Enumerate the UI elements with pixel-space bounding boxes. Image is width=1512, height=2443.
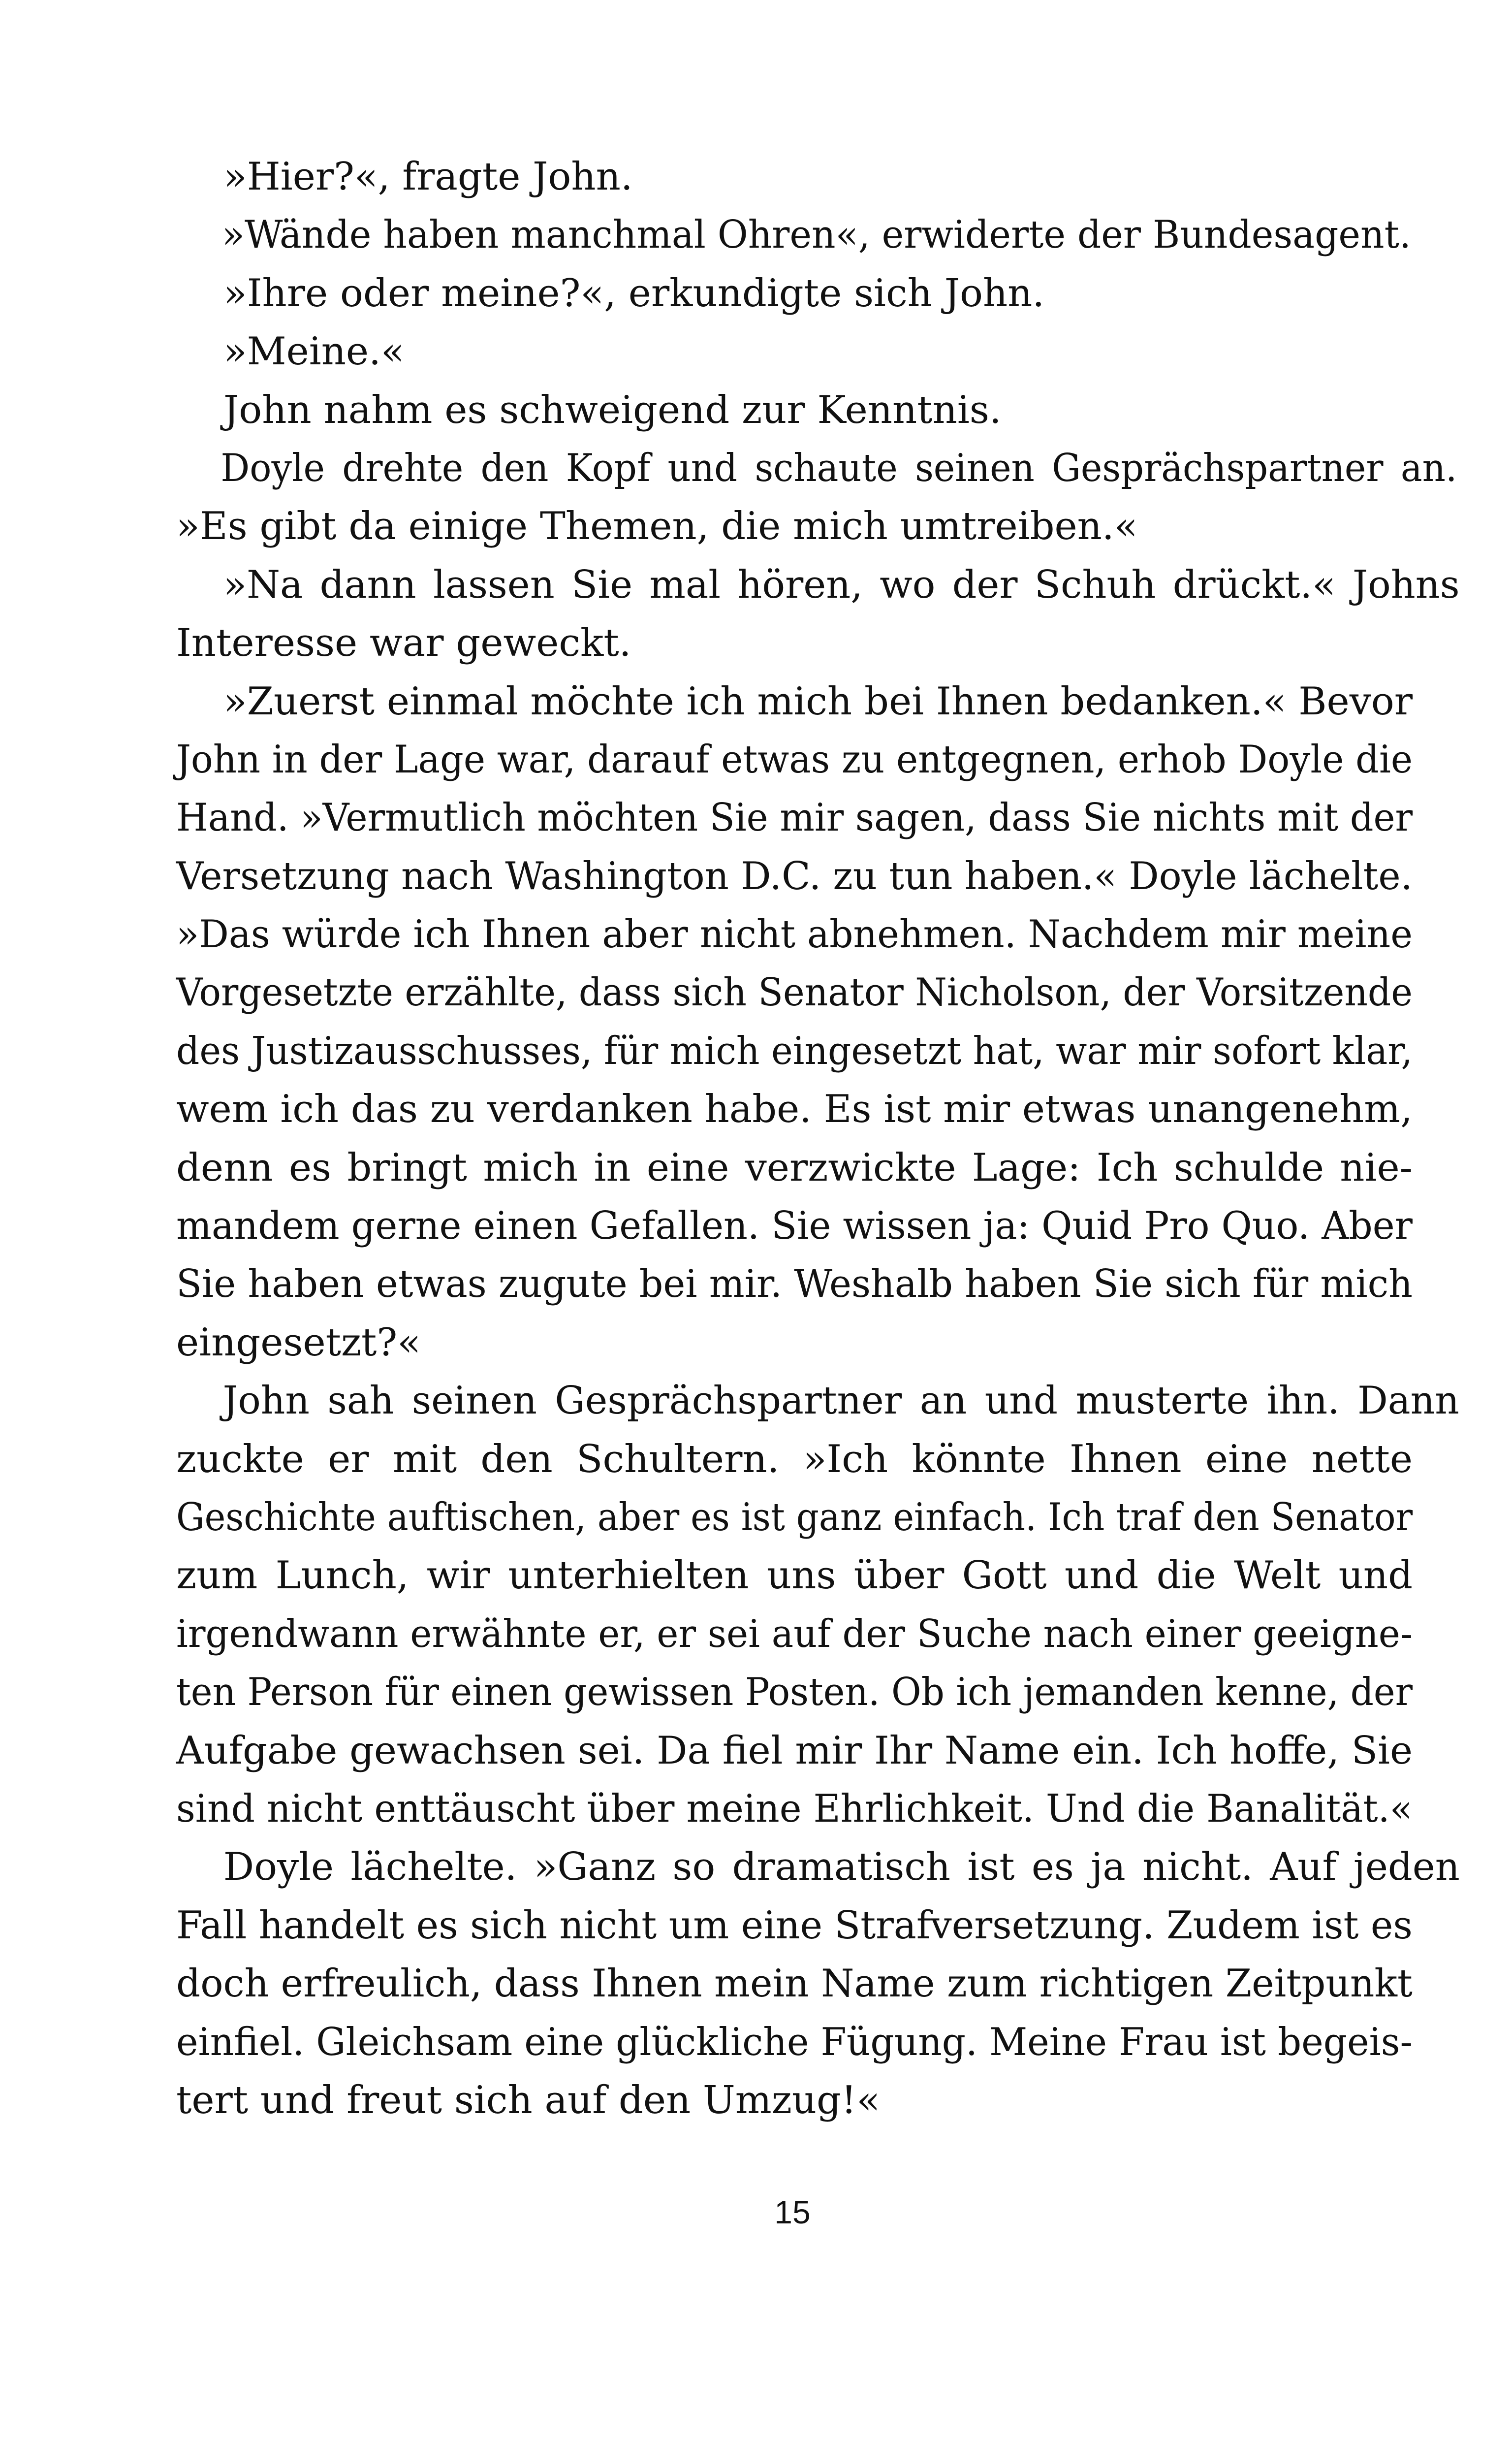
text-line: »Zuerst einmal möchte ich mich bei Ihnen bedanken.« Bevor — [223, 679, 1413, 724]
text-line: »Das würde ich Ihnen aber nicht abnehmen. Nachdem mir meine — [176, 912, 1413, 957]
text-line: ten Person für einen gewissen Posten. Ob ich jemanden kenne, der — [176, 1670, 1413, 1715]
paragraph — [176, 381, 1413, 439]
paragraph — [176, 322, 1413, 381]
text-line: Sie haben etwas zugute bei mir. Weshalb haben Sie sich für mich — [176, 1262, 1413, 1307]
text-line: Aufgabe gewachsen sei. Da fiel mir Ihr Name ein. Ich hoffe, Sie — [176, 1728, 1413, 1773]
text-line: eingesetzt?« — [176, 1320, 421, 1365]
text-line: Doyle drehte den Kopf und schaute seinen Gesprächspartner an. — [220, 446, 1457, 490]
text-line: tert und freut sich auf den Umzug!« — [176, 2078, 881, 2122]
text-line: Hand. »Vermutlich möchten Sie mir sagen, dass Sie nichts mit der — [176, 796, 1413, 840]
page-number: 15 — [774, 2194, 811, 2230]
text-line: Doyle lächelte. »Ganz so dramatisch ist es ja nicht. Auf jeden — [223, 1845, 1460, 1890]
text-line: »Na dann lassen Sie mal hören, wo der Schuh drückt.« Johns — [223, 562, 1460, 607]
text-line: »Wände haben manchmal Ohren«, erwiderte der Bundesagent. — [221, 213, 1411, 257]
paragraph — [176, 1838, 1460, 2129]
paragraph — [176, 206, 1413, 264]
text-line: sind nicht enttäuscht über meine Ehrlichkeit. Und die Banalität.« — [176, 1786, 1413, 1831]
text-line: mandem gerne einen Gefallen. Sie wissen ja: Quid Pro Quo. Aber — [176, 1204, 1413, 1249]
text-line: des Justizausschusses, für mich eingesetzt hat, war mir sofort klar, — [176, 1029, 1413, 1073]
text-line: denn es bringt mich in eine verzwickte Lage: Ich schulde nie- — [176, 1145, 1413, 1190]
text-line: »Ihre oder meine?«, erkundigte sich John. — [223, 271, 1045, 316]
text-line: John sah seinen Gesprächspartner an und musterte ihn. Dann — [222, 1379, 1459, 1423]
paragraph — [176, 673, 1413, 1372]
text-line: zuckte er mit den Schultern. »Ich könnte Ihnen eine nette — [176, 1437, 1413, 1481]
paragraph — [176, 556, 1460, 673]
text-line: Fall handelt es sich nicht um eine Strafversetzung. Zudem ist es — [176, 1903, 1413, 1948]
paragraph — [176, 264, 1413, 322]
text-line: »Hier?«, fragte John. — [223, 155, 633, 199]
text-line: Vorgesetzte erzählte, dass sich Senator Nicholson, der Vorsitzende — [176, 970, 1413, 1015]
text-line: zum Lunch, wir unterhielten uns über Gott und die Welt und — [176, 1553, 1413, 1598]
text-line: John nahm es schweigend zur Kenntnis. — [223, 387, 1002, 432]
text-line: irgendwann erwähnte er, er sei auf der Suche nach einer geeigne- — [176, 1611, 1413, 1656]
text-line: Geschichte auftischen, aber es ist ganz einfach. Ich traf den Senator — [176, 1495, 1413, 1540]
paragraph — [176, 148, 1413, 206]
paragraph — [176, 439, 1457, 556]
text-line: Versetzung nach Washington D.C. zu tun haben.« Doyle lächelte. — [176, 854, 1413, 899]
text-line: wem ich das zu verdanken habe. Es ist mir etwas unangenehm, — [176, 1087, 1413, 1132]
text-line: doch erfreulich, dass Ihnen mein Name zum richtigen Zeitpunkt — [176, 1961, 1413, 2006]
paragraph — [176, 1372, 1459, 1838]
text-line: John in der Lage war, darauf etwas zu entgegnen, erhob Doyle die — [176, 737, 1413, 782]
text-line: »Meine.« — [223, 329, 405, 374]
text-line: einfiel. Gleichsam eine glückliche Fügung. Meine Frau ist begeis- — [176, 2020, 1413, 2064]
text-line: Interesse war geweckt. — [176, 621, 631, 666]
text-line: »Es gibt da einige Themen, die mich umtreiben.« — [176, 504, 1138, 549]
body-text — [176, 148, 1460, 2129]
